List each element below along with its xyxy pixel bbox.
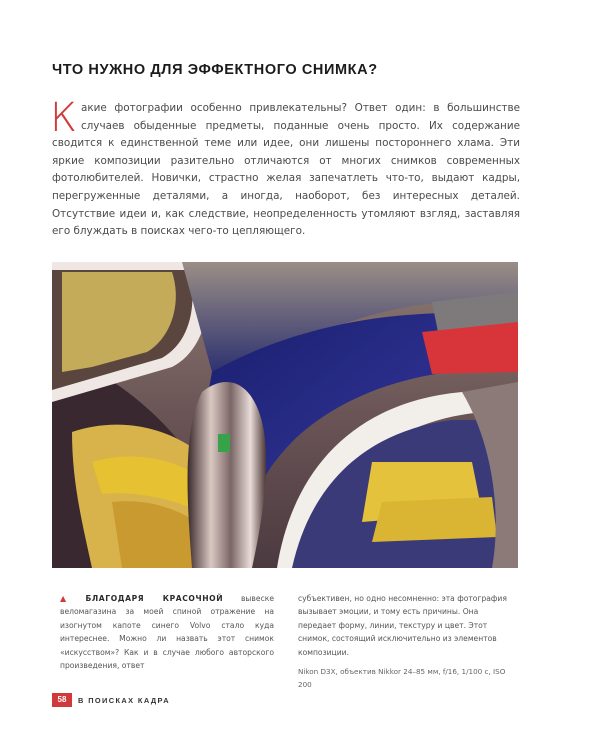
drop-cap: К xyxy=(50,95,77,141)
article-text: акие фотографии особенно привлекательны? Ответ один: в большинстве случаев обыденные предметы, поданные очень просто. Их содержание сводится к единственной теме или идее, они лишены постороннего хлама. Эти яркие композиции разительно отличаются от многих снимков современных фотолюбителей. Новички, страстно желая запечатлеть что-то, выдают кадры, перегруженные деталями, а иногда, наоборот, без интересных деталей. Отсутствие идеи и, как следствие, неопределенность утомляют взгляд, заставляя его блуждать в поисках чего-то цепляющего. xyxy=(52,102,520,238)
caption-right-column xyxy=(298,592,518,692)
caption-lead: БЛАГОДАРЯ КРАСОЧНОЙ xyxy=(85,594,224,603)
caption-left-column xyxy=(60,592,274,672)
section-title: В ПОИСКАХ КАДРА xyxy=(78,695,170,705)
car-reflection-photo xyxy=(52,262,518,568)
article-body xyxy=(50,95,520,241)
page-footer xyxy=(52,693,170,707)
camera-settings: Nikon D3X, объектив Nikkor 24–85 мм, f/16, 1/100 с, ISO 200 xyxy=(298,667,506,690)
triangle-marker-icon: ▲ xyxy=(60,594,82,603)
caption-right-text: субъективен, но одно несомненно: эта фотография вызывает эмоции, и тому есть причины. Она передает форму, линии, текстуру и цвет. Этот снимок, состоящий исключительно из элементов композиции. xyxy=(298,594,507,657)
page-number: 58 xyxy=(52,693,72,707)
section-heading: ЧТО НУЖНО ДЛЯ ЭФФЕКТНОГО СНИМКА? xyxy=(52,62,378,78)
caption-left-text: вывеске веломагазина за моей спиной отражение на изогнутом капоте синего Volvo стало куда интереснее. Можно ли назвать этот снимок «искусством»? Как и в случае любого авторского произведения, ответ xyxy=(60,594,275,671)
